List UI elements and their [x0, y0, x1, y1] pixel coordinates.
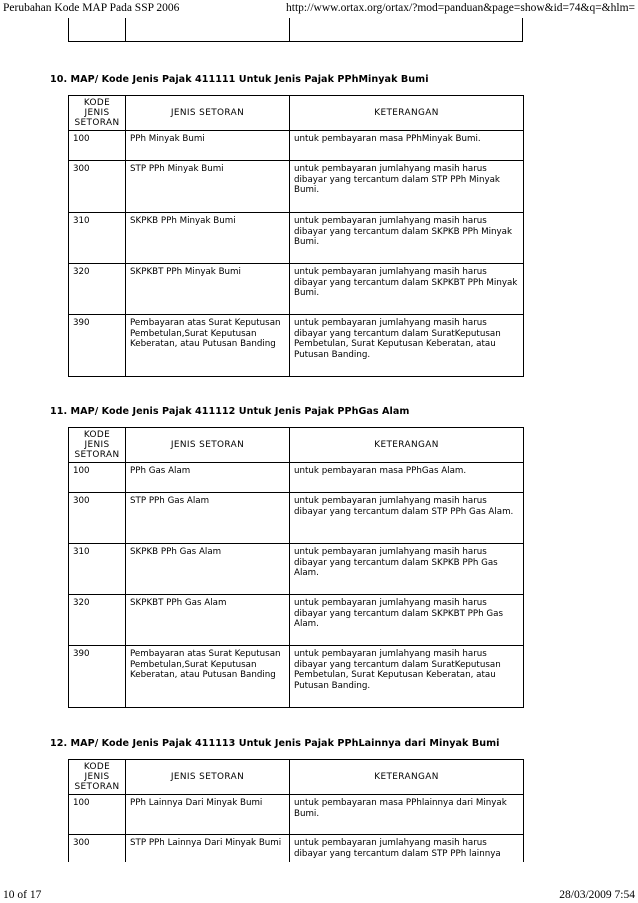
jenis-cell: STP PPh Gas Alam [126, 493, 290, 544]
column-header-jenis: JENIS SETORAN [126, 428, 290, 463]
jenis-cell: PPh Gas Alam [126, 463, 290, 493]
page-number: 10 of 17 [3, 889, 42, 901]
jenis-cell: STP PPh Lainnya Dari Minyak Bumi [126, 835, 290, 875]
jenis-cell: Pembayaran atas Surat Keputusan Pembetulan,Surat Keputusan Keberatan, atau Putusan Banding [126, 646, 290, 708]
column-header-jenis: JENIS SETORAN [126, 96, 290, 131]
jenis-cell: PPh Lainnya Dari Minyak Bumi [126, 795, 290, 835]
page-header [3, 2, 635, 14]
print-datetime: 28/03/2009 7:54 [559, 889, 635, 901]
table-row [69, 544, 524, 595]
table-row [69, 131, 524, 161]
table-row [69, 161, 524, 213]
page-url: http://www.ortax.org/ortax/?mod=panduan&page=show&id=74&q=&hlm= [286, 2, 635, 14]
jenis-cell: SKPKBT PPh Minyak Bumi [126, 264, 290, 315]
kode-cell: 320 [69, 264, 126, 315]
column-header-kode: KODE JENIS SETORAN [69, 760, 126, 795]
column-header-kode: KODE JENIS SETORAN [69, 96, 126, 131]
section-title: 12. MAP/ Kode Jenis Pajak 411113 Untuk Jenis Pajak PPhLainnya dari Minyak Bumi [50, 738, 500, 749]
page-cut-mask [0, 862, 638, 884]
document-title: Perubahan Kode MAP Pada SSP 2006 [3, 2, 180, 14]
kode-cell: 310 [69, 213, 126, 264]
table-row [69, 315, 524, 377]
jenis-cell: SKPKBT PPh Gas Alam [126, 595, 290, 646]
jenis-cell: SKPKB PPh Gas Alam [126, 544, 290, 595]
keterangan-cell: untuk pembayaran jumlahyang masih harus dibayar yang tercantum dalam STP PPh Gas Alam. [290, 493, 524, 544]
keterangan-cell: untuk pembayaran jumlahyang masih harus dibayar yang tercantum dalam SKPKB PPh Gas Alam. [290, 544, 524, 595]
map-table [68, 427, 524, 708]
page-footer [3, 889, 635, 901]
kode-cell: 300 [69, 161, 126, 213]
map-table [68, 95, 524, 377]
map-table [68, 759, 524, 875]
kode-cell: 390 [69, 315, 126, 377]
keterangan-cell: untuk pembayaran jumlahyang masih harus dibayar yang tercantum dalam STP PPh Minyak Bumi. [290, 161, 524, 213]
keterangan-cell: untuk pembayaran jumlahyang masih harus dibayar yang tercantum dalam SKPKB PPh Minyak Bumi. [290, 213, 524, 264]
table-row [69, 213, 524, 264]
keterangan-cell: untuk pembayaran jumlahyang masih harus dibayar yang tercantum dalam STP PPh lainnya [290, 835, 524, 875]
table-row [69, 463, 524, 493]
table-row [69, 795, 524, 835]
kode-cell: 390 [69, 646, 126, 708]
keterangan-cell: untuk pembayaran jumlahyang masih harus dibayar yang tercantum dalam SKPKBT PPh Gas Alam. [290, 595, 524, 646]
keterangan-cell: untuk pembayaran masa PPhMinyak Bumi. [290, 131, 524, 161]
table-header-row [69, 760, 524, 795]
keterangan-cell: untuk pembayaran jumlahyang masih harus dibayar yang tercantum dalam SuratKeputusan Pembetulan, Surat Keputusan Keberatan, atau Putusan Banding. [290, 646, 524, 708]
table-row [69, 264, 524, 315]
kode-cell: 300 [69, 493, 126, 544]
jenis-cell: STP PPh Minyak Bumi [126, 161, 290, 213]
keterangan-cell: untuk pembayaran jumlahyang masih harus dibayar yang tercantum dalam SuratKeputusan Pembetulan, Surat Keputusan Keberatan, atau Putusan Banding. [290, 315, 524, 377]
jenis-cell: Pembayaran atas Surat Keputusan Pembetulan,Surat Keputusan Keberatan, atau Putusan Banding [126, 315, 290, 377]
section-title: 10. MAP/ Kode Jenis Pajak 411111 Untuk Jenis Pajak PPhMinyak Bumi [50, 74, 429, 85]
column-header-keterangan: KETERANGAN [290, 760, 524, 795]
column-header-kode: KODE JENIS SETORAN [69, 428, 126, 463]
table-header-row [69, 428, 524, 463]
kode-cell: 320 [69, 595, 126, 646]
jenis-cell: SKPKB PPh Minyak Bumi [126, 213, 290, 264]
table-header-row [69, 96, 524, 131]
kode-cell: 100 [69, 463, 126, 493]
jenis-cell: PPh Minyak Bumi [126, 131, 290, 161]
keterangan-cell: untuk pembayaran masa PPhlainnya dari Minyak Bumi. [290, 795, 524, 835]
kode-cell: 100 [69, 131, 126, 161]
table-row [69, 595, 524, 646]
column-header-keterangan: KETERANGAN [290, 428, 524, 463]
keterangan-cell: untuk pembayaran masa PPhGas Alam. [290, 463, 524, 493]
table-row [69, 493, 524, 544]
section-title: 11. MAP/ Kode Jenis Pajak 411112 Untuk Jenis Pajak PPhGas Alam [50, 406, 410, 417]
previous-table-tail [68, 18, 523, 42]
column-header-keterangan: KETERANGAN [290, 96, 524, 131]
keterangan-cell: untuk pembayaran jumlahyang masih harus dibayar yang tercantum dalam SKPKBT PPh Minyak Bumi. [290, 264, 524, 315]
kode-cell: 310 [69, 544, 126, 595]
column-header-jenis: JENIS SETORAN [126, 760, 290, 795]
table-row [69, 646, 524, 708]
kode-cell: 100 [69, 795, 126, 835]
kode-cell: 300 [69, 835, 126, 875]
